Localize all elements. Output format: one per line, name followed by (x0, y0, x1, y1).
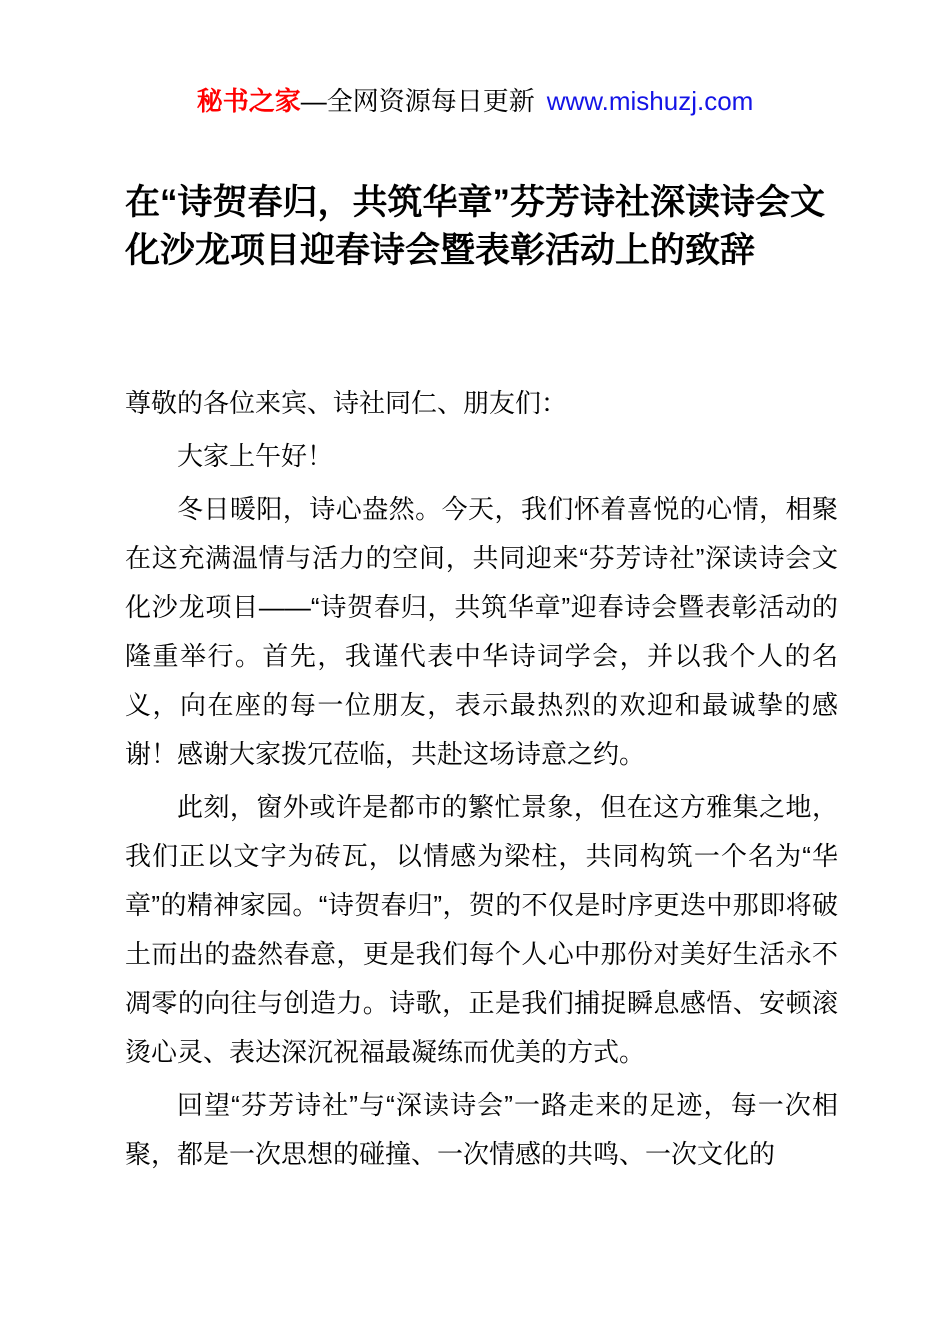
site-url-link[interactable]: www.mishuzj.com (546, 86, 754, 116)
document-title: 在“诗贺春归，共筑华章”芬芳诗社深读诗会文化沙龙项目迎春诗会暨表彰活动上的致辞 (125, 183, 826, 270)
paragraph-retrospect: 回望“芬芳诗社”与“深读诗会”一路走来的足迹，每一次相聚，都是一次思想的碰撞、一次情感的共鸣、一次文化的 (125, 1090, 838, 1169)
site-header (0, 85, 950, 117)
paragraph-theme: 此刻，窗外或许是都市的繁忙景象，但在这方雅集之地，我们正以文字为砖瓦，以情感为梁柱，共同构筑一个名为“华章”的精神家园。“诗贺春归”，贺的不仅是时序更迭中那即将破土而出的盎然春意，更是我们每个人心中那份对美好生活永不凋零的向往与创造力。诗歌，正是我们捕捉瞬息感悟、安顿滚烫心灵、表达深沉祝福最凝练而优美的方式。 (125, 792, 838, 1067)
paragraph-greeting: 大家上午好！ (177, 441, 334, 471)
header-separator: — (300, 86, 327, 116)
site-tagline: 全网资源每日更新 (326, 86, 535, 116)
salutation-line: 尊敬的各位来宾、诗社同仁、朋友们： (125, 388, 568, 418)
site-name: 秘书之家 (196, 86, 301, 116)
document-body (125, 379, 838, 1179)
paragraph-welcome: 冬日暖阳，诗心盎然。今天，我们怀着喜悦的心情，相聚在这充满温情与活力的空间，共同迎来“芬芳诗社”深读诗会文化沙龙项目——“诗贺春归，共筑华章”迎春诗会暨表彰活动的隆重举行。首先，我谨代表中华诗词学会，并以我个人的名义，向在座的每一位朋友，表示最热烈的欢迎和最诚挚的感谢！感谢大家拨冗莅临，共赴这场诗意之约。 (125, 494, 838, 769)
